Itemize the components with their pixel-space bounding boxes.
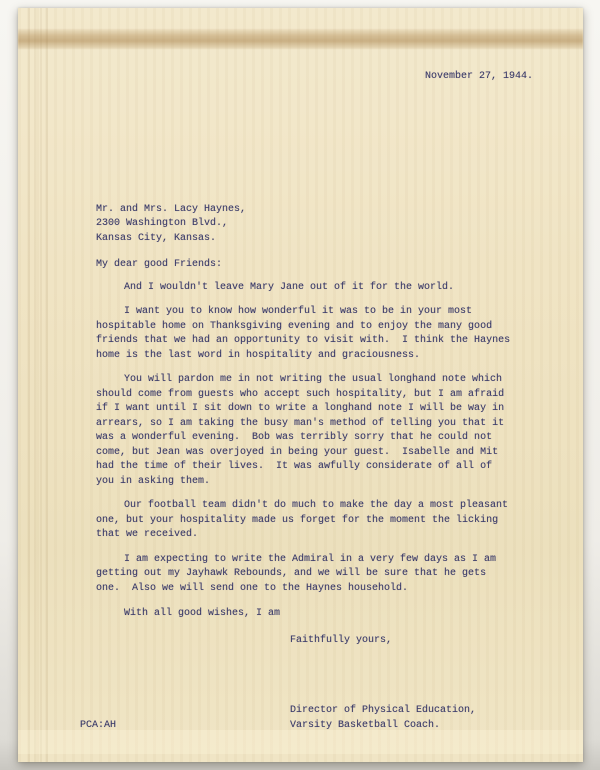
- typist-initials: PCA:AH: [80, 719, 117, 731]
- paragraph-2: You will pardon me in not writing the usual longhand note which should come from guests who accept such hospitality, but I am afraid if I want until I sit down to write a longhand note I will be way in arrears, so I am taking the busy man's method of telling you that it was a wonderful evening. Bob was terribly sorry that he could not come, but Jean was overjoyed in being your guest. Isabelle and Mit had the time of their lives. It was awfully considerate of all of you in asking them.: [96, 374, 511, 487]
- recipient-address: [96, 203, 513, 247]
- signature-title-line1: Director of Physical Education,: [290, 705, 477, 716]
- paragraph-1: I want you to know how wonderful it was to be in your most hospitable home on Thanksgiving evening and to enjoy the many good friends that we had an opportunity to visit with. I think the Haynes home is the last word in hospitality and graciousness.: [96, 306, 517, 361]
- salutation: My dear good Friends:: [96, 259, 223, 270]
- pre-closing-line: With all good wishes, I am: [124, 608, 281, 619]
- paper-bottom-strip: [18, 730, 583, 754]
- recipient-name: Mr. and Mrs. Lacy Haynes,: [96, 203, 247, 215]
- signature-title-line2: Varsity Basketball Coach.: [290, 719, 441, 731]
- opening-line: And I wouldn't leave Mary Jane out of it for the world.: [124, 281, 455, 293]
- paragraph-4: I am expecting to write the Admiral in a very few days as I am getting out my Jayhawk Rebounds, and we will be sure that he gets one. Also we will send one to the Haynes household.: [96, 553, 503, 594]
- recipient-street: 2300 Washington Blvd.,: [96, 218, 229, 229]
- letter-paper: [18, 8, 583, 762]
- paragraph-3: Our football team didn't do much to make the day a most pleasant one, but your hospitality made us forget for the moment the licking that we received.: [96, 500, 515, 540]
- letter-content: [18, 8, 583, 733]
- letter-date: November 27, 1944.: [425, 71, 534, 82]
- recipient-city: Kansas City, Kansas.: [96, 232, 217, 244]
- signature-block: [80, 704, 513, 733]
- valediction: Faithfully yours,: [290, 634, 393, 646]
